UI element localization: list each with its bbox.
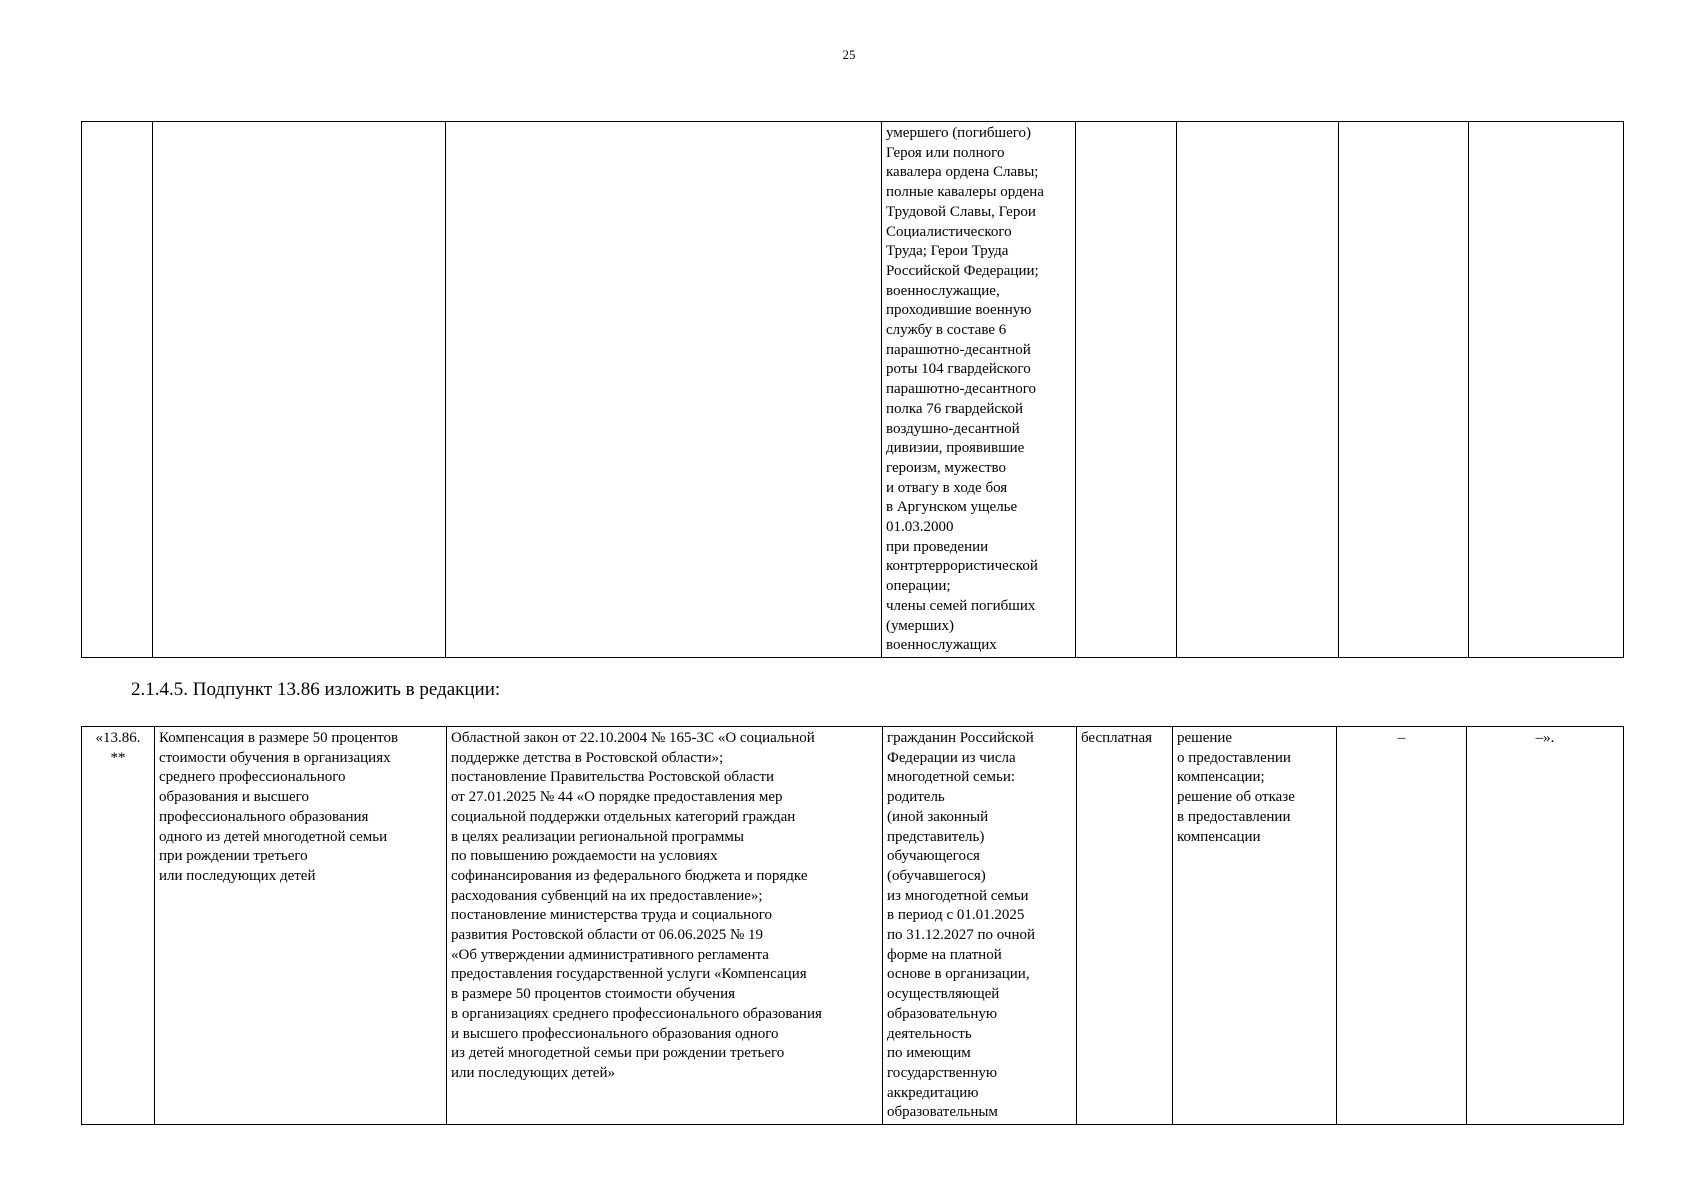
continued-services-table (81, 121, 1624, 658)
eligible-persons-text: умершего (погибшего) Героя или полного кавалера ордена Славы; полные кавалеры ордена Трудовой Славы, Герои Социалистического Труда; Герои Труда Российской Федерации; военнослужащие, проходившие военную службу в составе 6 парашютно-десантной роты 104 гвардейского парашютно-десантного полка 76 гвардейской воздушно-десантной дивизии, проявившие героизм, мужество и отвагу в ходе боя в Аргунском ущелье 01.03.2000 при проведении контртеррористической операции; члены семей погибших (умерших) военнослужащих (886, 125, 1044, 654)
number-cell (82, 122, 153, 658)
column-7-cell (1337, 727, 1467, 1125)
table-row (82, 122, 1624, 658)
column-8-cell (1469, 122, 1624, 658)
number-cell (82, 727, 155, 1125)
column-8-cell (1467, 727, 1624, 1125)
column-8-text: –». (1535, 730, 1555, 746)
recipients-cell (883, 727, 1077, 1125)
fee-cell (1077, 727, 1173, 1125)
service-name: Компенсация в размере 50 процентов стоимости обучения в организациях среднего профессионального образования и высшего профессионального образования одного из детей многодетной семьи при рождении третьего или последующих детей (159, 730, 399, 884)
fee-text: бесплатная (1081, 730, 1153, 746)
recipients-text: гражданин Российской Федерации из числа многодетной семьи: родитель (иной законный представитель) обучающегося (обучавшегося) из многодетной семьи в период с 01.01.2025 по 31.12.2027 по очной форме на платной основе в организации, осуществляющей образовательную деятельность по имеющим государственную аккредитацию образовательным (887, 730, 1036, 1121)
result-cell (1177, 122, 1339, 658)
service-name-cell (153, 122, 446, 658)
result-text: решение о предоставлении компенсации; решение об отказе в предоставлении компенсации (1177, 730, 1295, 845)
column-7-text: – (1397, 730, 1406, 746)
legal-basis-text: Областной закон от 22.10.2004 № 165-ЗС «О социальной поддержке детства в Ростовской области»; постановление Правительства Ростовской области от 27.01.2025 № 44 «О порядке предоставления мер социальной поддержки отдельных категорий граждан в целях реализации региональной программы по повышению рождаемости на условиях софинансирования из федерального бюджета и порядке расходования субвенций на их предоставление»; постановление министерства труда и социального развития Ростовской области от 06.06.2025 № 19 «Об утверждении административного регламента предоставления государственной услуги «Компенсация в размере 50 процентов стоимости обучения в организациях среднего профессионального образования и высшего профессионального образования одного из детей многодетной семьи при рождении третьего или последующих детей» (451, 730, 822, 1081)
legal-basis-cell (446, 122, 882, 658)
table-row (82, 727, 1624, 1125)
fee-cell (1076, 122, 1177, 658)
legal-basis-cell (447, 727, 883, 1125)
eligible-persons-cell (882, 122, 1076, 658)
result-cell (1173, 727, 1337, 1125)
amended-service-table (81, 726, 1624, 1125)
service-name-cell (155, 727, 447, 1125)
column-7-cell (1339, 122, 1469, 658)
amendment-heading: 2.1.4.5. Подпункт 13.86 изложить в редакции: (131, 679, 501, 700)
item-number: «13.86. ** (95, 730, 141, 766)
page-number: 25 (842, 47, 856, 62)
